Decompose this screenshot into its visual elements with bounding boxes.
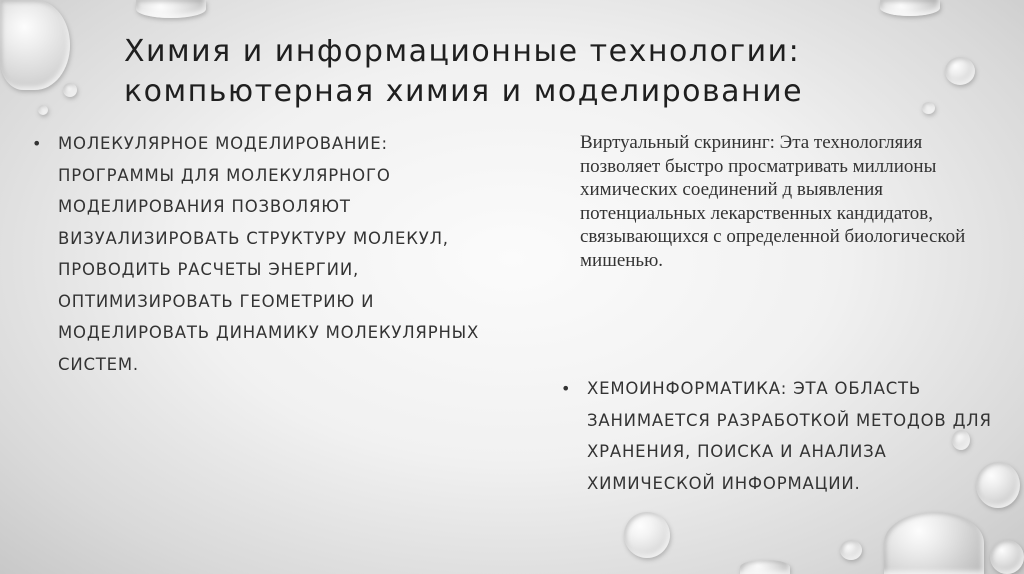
water-drop-decoration [880,0,940,16]
water-drop-decoration [38,105,48,115]
bullet-chemoinformatics [559,373,999,499]
title-line-2: компьютерная химия и моделирование [124,74,804,109]
slide-title [124,32,984,112]
water-drop-decoration [0,0,70,90]
water-drop-decoration [624,512,670,558]
right-column-bullet [559,373,999,499]
left-column [30,128,500,380]
bullet-dot-icon: • [32,134,43,153]
bullet-text: ХЕМОИНФОРМАТИКА: ЭТА ОБЛАСТЬ ЗАНИМАЕТСЯ РАЗРАБОТКОЙ МЕТОДОВ ДЛЯ ХРАНЕНИЯ, ПОИСКА И АНАЛИЗА ХИМИЧЕСКОЙ ИНФОРМАЦИИ. [587,379,992,493]
water-drop-decoration [990,540,1024,574]
bullet-molecular-modeling [30,128,500,380]
bullet-text: МОЛЕКУЛЯРНОЕ МОДЕЛИРОВАНИЕ: ПРОГРАММЫ ДЛЯ МОЛЕКУЛЯРНОГО МОДЕЛИРОВАНИЯ ПОЗВОЛЯЮТ ВИЗУАЛИЗИРОВАТЬ СТРУКТУРУ МОЛЕКУЛ, ПРОВОДИТЬ РАСЧЕТЫ ЭНЕРГИИ, ОПТИМИЗИРОВАТЬ ГЕОМЕТРИЮ И МОДЕЛИРОВАТЬ ДИНАМИКУ МОЛЕКУЛЯРНЫХ СИСТЕМ. [58,134,480,374]
water-drop-decoration [740,560,790,574]
water-drop-decoration [63,83,77,97]
water-drop-decoration [136,0,206,18]
title-line-1: Химия и информационные технологии: [124,34,801,69]
bullet-dot-icon: • [561,379,572,398]
virtual-screening-paragraph: Виртуальный скрининг: Эта технологляия позволяет быстро просматривать миллионы химических соединений д выявления потенциальных лекарственных кандидатов, связывающихся с определенной биологической мишенью. [580,132,966,271]
water-drop-decoration [884,512,984,574]
water-drop-decoration [840,540,862,560]
